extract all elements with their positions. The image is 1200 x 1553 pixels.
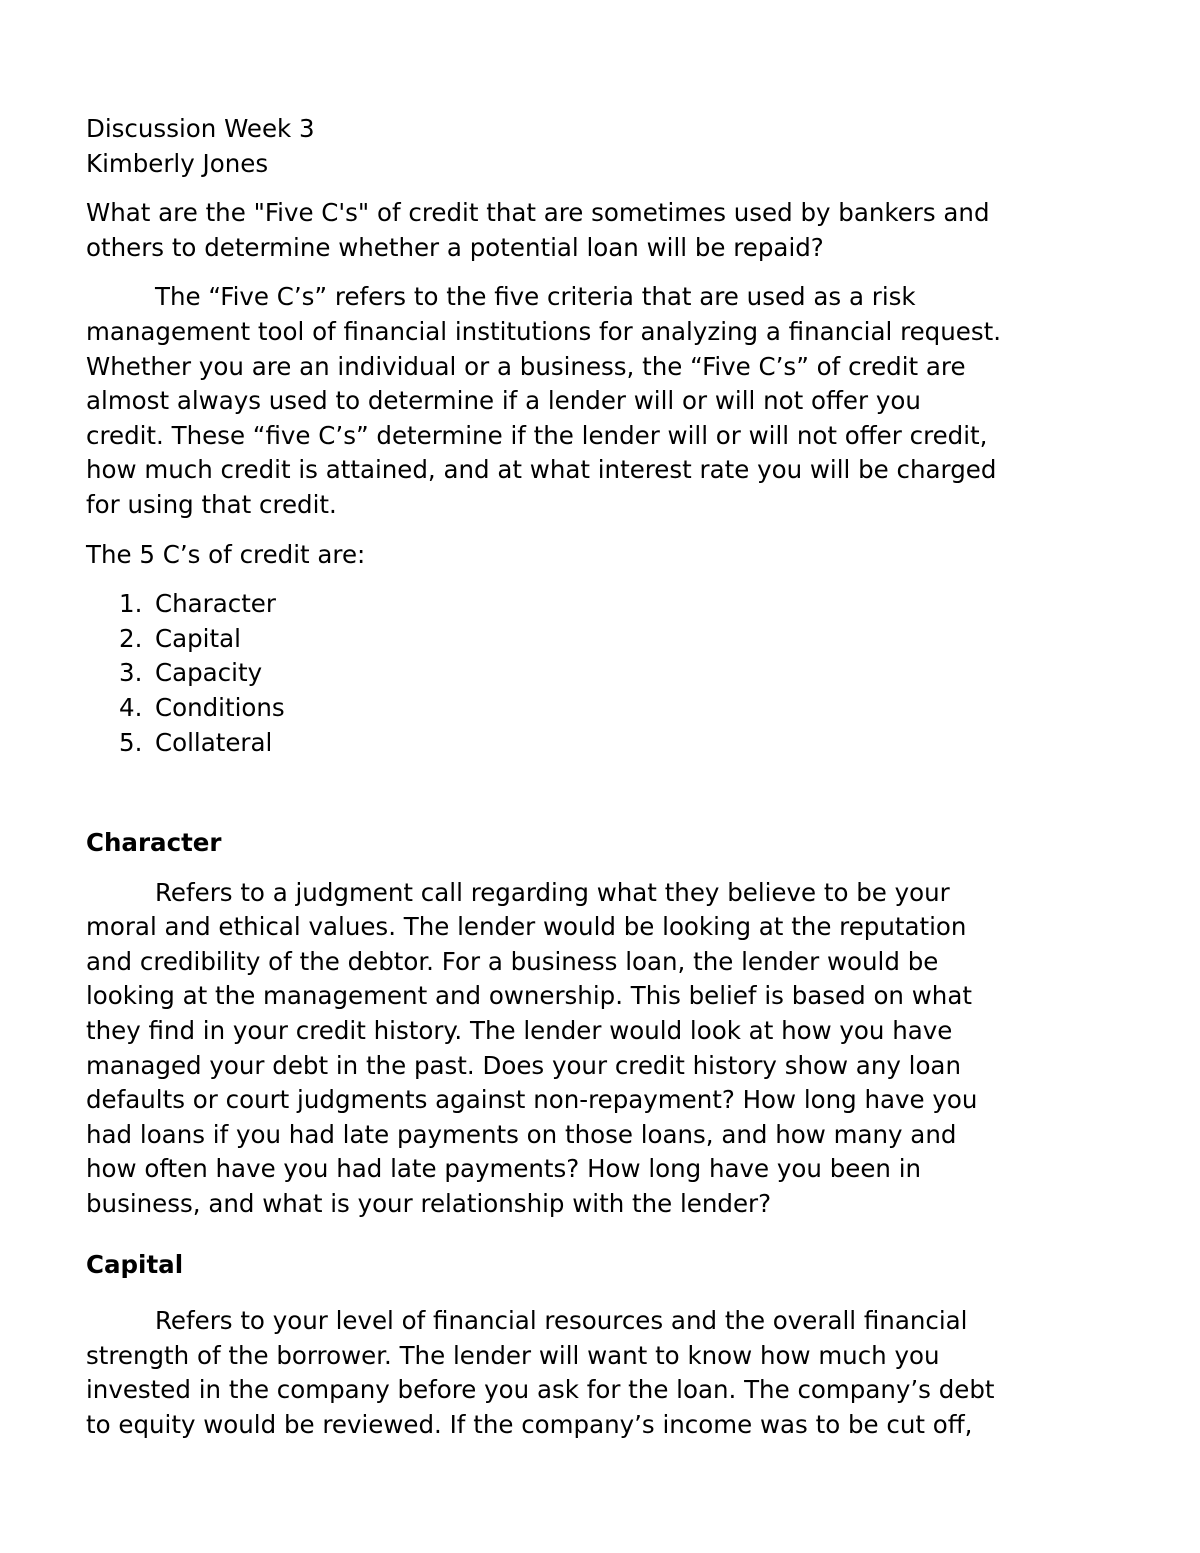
character-heading: Character	[86, 828, 222, 858]
list-number: 2.	[119, 623, 143, 653]
character-line: looking at the management and ownership. This belief is based on what	[86, 981, 972, 1011]
list-number: 5.	[119, 727, 143, 757]
list-item	[119, 622, 1116, 657]
intro-line: Whether you are an individual or a business, the “Five C’s” of credit are	[86, 351, 966, 381]
character-line: and credibility of the debtor. For a business loan, the lender would be	[86, 946, 939, 976]
document-page	[86, 112, 1116, 1443]
character-line: they find in your credit history. The lender would look at how you have	[86, 1016, 953, 1046]
capital-paragraph	[86, 1304, 1116, 1442]
character-line: business, and what is your relationship with the lender?	[86, 1189, 772, 1219]
character-line: managed your debt in the past. Does your credit history show any loan	[86, 1050, 961, 1080]
list-item-label: Character	[155, 589, 276, 619]
intro-line: management tool of financial institutions for analyzing a financial request.	[86, 316, 1001, 346]
character-paragraph	[86, 876, 1116, 1222]
list-item-label: Capital	[155, 623, 241, 653]
list-number: 3.	[119, 658, 143, 688]
list-item-label: Capacity	[155, 658, 263, 688]
intro-paragraph	[86, 280, 1116, 522]
intro-line: The “Five C’s” refers to the five criteria that are used as a risk	[155, 282, 916, 312]
question-line: others to determine whether a potential loan will be repaid?	[86, 232, 824, 262]
character-line: moral and ethical values. The lender would be looking at the reputation	[86, 912, 967, 942]
list-item-label: Conditions	[155, 692, 285, 722]
capital-heading: Capital	[86, 1249, 184, 1279]
list-number: 4.	[119, 692, 143, 722]
character-line: defaults or court judgments against non-repayment? How long have you	[86, 1085, 978, 1115]
intro-line: how much credit is attained, and at what interest rate you will be charged	[86, 455, 997, 485]
intro-line: for using that credit.	[86, 489, 337, 519]
character-line: had loans if you had late payments on those loans, and how many and	[86, 1119, 957, 1149]
author-name: Kimberly Jones	[86, 148, 269, 178]
list-intro: The 5 C’s of credit are:	[86, 539, 366, 569]
character-line: Refers to a judgment call regarding what they believe to be your	[155, 877, 950, 907]
list-number: 1.	[119, 589, 143, 619]
list-item	[119, 726, 1116, 761]
discussion-question	[86, 196, 1116, 265]
capital-line: strength of the borrower. The lender will want to know how much you	[86, 1340, 940, 1370]
intro-line: almost always used to determine if a lender will or will not offer you	[86, 386, 921, 416]
list-item	[119, 587, 1116, 622]
capital-line: invested in the company before you ask for the loan. The company’s debt	[86, 1375, 995, 1405]
capital-line: to equity would be reviewed. If the company’s income was to be cut off,	[86, 1410, 973, 1439]
intro-line: credit. These “five C’s” determine if the lender will or will not offer credit,	[86, 420, 988, 450]
question-line: What are the "Five C's" of credit that are sometimes used by bankers and	[86, 198, 990, 228]
five-cs-list	[86, 587, 1116, 760]
list-item-label: Collateral	[155, 727, 273, 757]
document-title: Discussion Week 3	[86, 114, 315, 143]
capital-line: Refers to your level of financial resources and the overall financial	[155, 1306, 968, 1336]
list-item	[119, 656, 1116, 691]
character-line: how often have you had late payments? How long have you been in	[86, 1154, 922, 1184]
list-item	[119, 691, 1116, 726]
